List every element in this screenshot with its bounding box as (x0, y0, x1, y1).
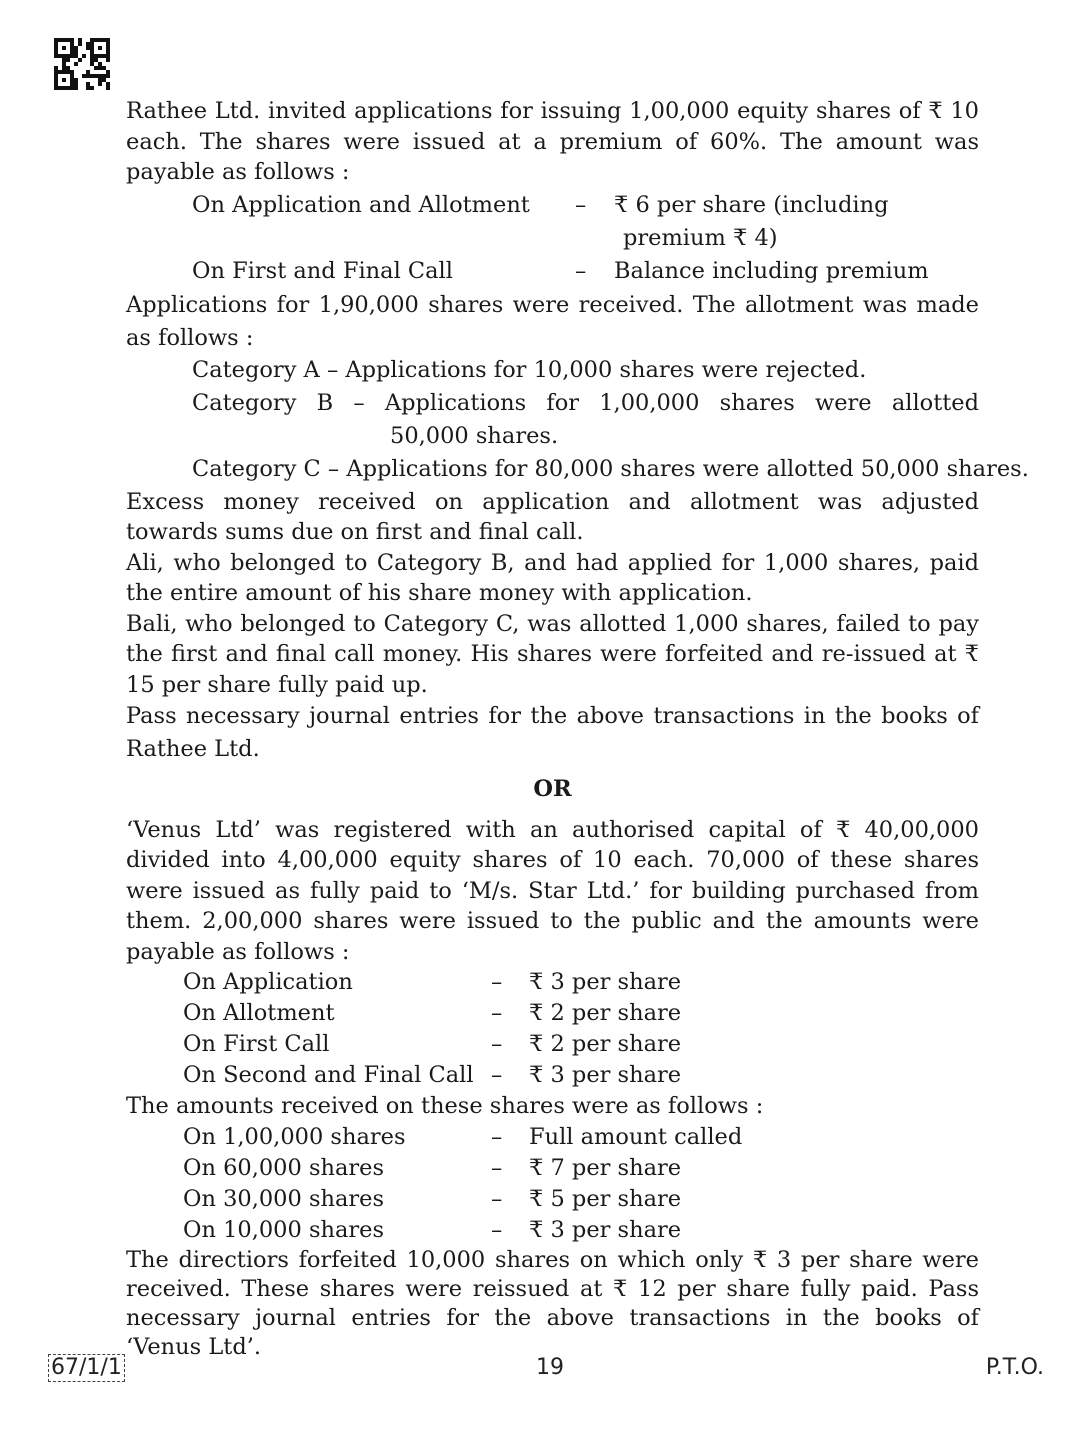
question-body (126, 96, 1029, 1362)
term-value: ₹ 6 per share (including (614, 191, 889, 218)
received-row: On 60,000 shares – ₹ 7 per share (183, 1154, 682, 1181)
term-dash: – (575, 257, 587, 284)
q1-intro: Rathee Ltd. invited applications for issuing 1,00,000 equity shares of ₹ 10 each. The shares were issued at a premium of 60%. The amount was payable as follows : (126, 98, 979, 185)
received-row: On 1,00,000 shares – Full amount called (183, 1123, 743, 1150)
call-row: On Second and Final Call – ₹ 3 per share (183, 1062, 682, 1088)
paper-code: 67/1/1 (48, 1354, 125, 1382)
q2-received-intro: The amounts received on these shares were as follows : (126, 1093, 764, 1119)
q1-received: Applications for 1,90,000 shares were received. The allotment was made as follows : (126, 291, 979, 351)
term-dash: – (575, 191, 587, 218)
or-separator: OR (533, 776, 572, 802)
q1-paragraph: Excess money received on application and allotment was adjusted towards sums due on first and final call. (126, 488, 979, 545)
q1-instruction: Pass necessary journal entries for the above transactions in the books of Rathee Ltd. (126, 703, 979, 762)
category-b: Category B – Applications for 1,00,000 shares were allotted (192, 389, 979, 416)
q2-closing: The directiors forfeited 10,000 shares on which only ₹ 3 per share were received. These shares were reissued at ₹ 12 per share fully paid. Pass necessary journal entries for the above transactions in the books of ‘Venus Ltd’. (126, 1246, 979, 1360)
term-label: On Application and Allotment (192, 191, 530, 218)
call-row: On Application – ₹ 3 per share (183, 969, 682, 995)
please-turn-over: P.T.O. (985, 1355, 1044, 1380)
page-number: 19 (536, 1355, 564, 1380)
qr-code-icon (54, 38, 110, 90)
term-row (126, 190, 979, 223)
call-row: On First Call – ₹ 2 per share (183, 1031, 682, 1057)
term-row-continued (126, 223, 979, 256)
term-row (126, 256, 979, 289)
page-footer (0, 1354, 1091, 1390)
q2-intro: ‘Venus Ltd’ was registered with an authorised capital of ₹ 40,00,000 divided into 4,00,000 equity shares of 10 each. 70,000 of these shares were issued as fully paid to ‘M/s. Star Ltd.’ for building purchased from them. 2,00,000 shares were issued to the public and the amounts were payable as follows : (126, 816, 979, 965)
received-row: On 10,000 shares – ₹ 3 per share (183, 1216, 682, 1243)
q1-paragraph: Bali, who belonged to Category C, was allotted 1,000 shares, failed to pay the first and final call money. His shares were forfeited and re-issued at ₹ 15 per share fully paid up. (126, 610, 979, 698)
term-value: Balance including premium (614, 257, 929, 284)
call-row: On Allotment – ₹ 2 per share (183, 1000, 682, 1026)
term-value-continued: premium ₹ 4) (623, 224, 778, 251)
category-a: Category A – Applications for 10,000 shares were rejected. (192, 356, 867, 383)
received-row: On 30,000 shares – ₹ 5 per share (183, 1185, 682, 1212)
q1-paragraph: Ali, who belonged to Category B, and had applied for 1,000 shares, paid the entire amount of his share money with application. (126, 549, 979, 606)
term-label: On First and Final Call (192, 257, 453, 284)
category-b-continued: 50,000 shares. (390, 422, 559, 449)
category-c: Category C – Applications for 80,000 shares were allotted 50,000 shares. (192, 455, 1029, 482)
